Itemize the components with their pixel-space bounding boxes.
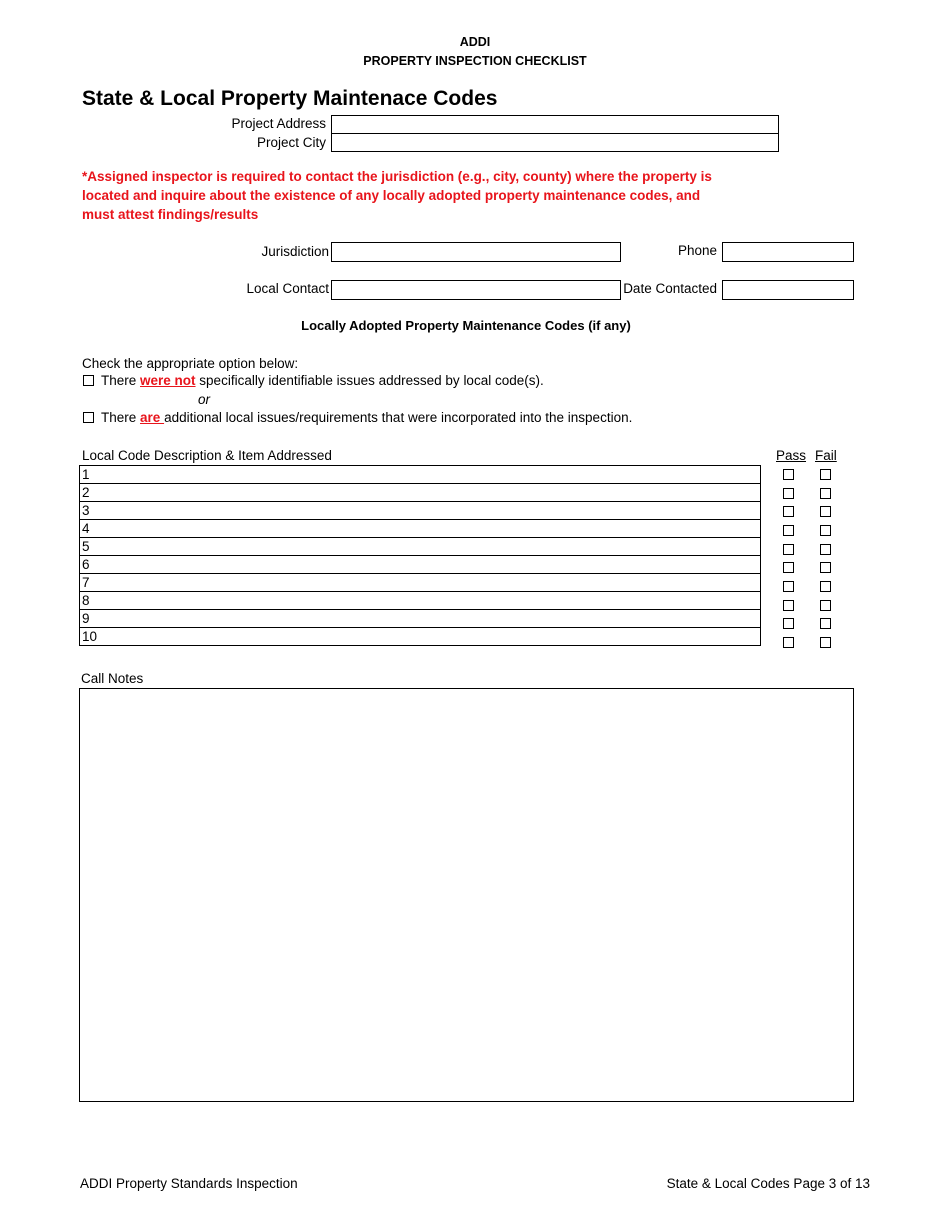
row-number: 5 (80, 538, 761, 556)
project-address-label: Project Address (231, 116, 326, 131)
row-number: 7 (80, 574, 761, 592)
fail-checkbox[interactable] (820, 562, 831, 573)
jurisdiction-label: Jurisdiction (261, 244, 329, 259)
pass-checkbox[interactable] (783, 544, 794, 555)
row-number: 1 (80, 466, 761, 484)
fail-checkbox[interactable] (820, 469, 831, 480)
row-number: 6 (80, 556, 761, 574)
additional-issues-checkbox[interactable] (83, 412, 94, 423)
table-row[interactable] (80, 502, 761, 520)
local-contact-label: Local Contact (246, 281, 329, 296)
pass-checkbox[interactable] (783, 488, 794, 499)
pass-checkbox[interactable] (783, 581, 794, 592)
pass-checkbox[interactable] (783, 562, 794, 573)
pass-checkbox[interactable] (783, 506, 794, 517)
option-additional-suffix: additional local issues/requirements that were incorporated into the inspection. (164, 410, 633, 425)
date-contacted-label: Date Contacted (623, 281, 717, 296)
row-number: 9 (80, 610, 761, 628)
option-no-issues-suffix: specifically identifiable issues addressed by local code(s). (195, 373, 544, 388)
table-row[interactable] (80, 610, 761, 628)
call-notes-textarea[interactable] (79, 688, 854, 1102)
table-row[interactable] (80, 520, 761, 538)
jurisdiction-input[interactable] (331, 242, 621, 262)
option-no-issues-text (101, 373, 544, 388)
fail-checkbox[interactable] (820, 637, 831, 648)
table-row[interactable] (80, 538, 761, 556)
call-notes-label: Call Notes (81, 671, 144, 686)
fail-checkbox[interactable] (820, 600, 831, 611)
or-separator: or (198, 392, 211, 407)
option-additional-issues-text (101, 410, 632, 425)
project-city-label: Project City (256, 135, 326, 150)
no-issues-checkbox[interactable] (83, 375, 94, 386)
phone-input[interactable] (722, 242, 854, 262)
footer-left: ADDI Property Standards Inspection (80, 1176, 298, 1191)
pass-checkbox[interactable] (783, 469, 794, 480)
option-no-issues-emphasis: were not (140, 373, 196, 388)
row-number: 10 (80, 628, 761, 646)
section-title: State & Local Property Maintenace Codes (82, 87, 498, 110)
codes-heading: Locally Adopted Property Maintenance Codes (if any) (301, 318, 631, 333)
fail-checkbox[interactable] (820, 618, 831, 629)
table-row[interactable] (80, 592, 761, 610)
fail-checkbox[interactable] (820, 488, 831, 499)
pass-column-label: Pass (776, 448, 807, 463)
option-additional-emphasis: are (140, 410, 165, 425)
doc-title: PROPERTY INSPECTION CHECKLIST (363, 54, 587, 68)
fail-checkbox[interactable] (820, 525, 831, 536)
row-number: 8 (80, 592, 761, 610)
table-row[interactable] (80, 556, 761, 574)
option-additional-prefix: There (101, 410, 141, 425)
option-no-issues-prefix: There (101, 373, 141, 388)
pass-checkbox[interactable] (783, 637, 794, 648)
items-table-header: Local Code Description & Item Addressed (82, 448, 332, 463)
phone-label: Phone (677, 243, 717, 258)
fail-column-label: Fail (815, 448, 837, 463)
project-city-input[interactable] (331, 133, 779, 152)
org-header: ADDI (459, 35, 491, 49)
date-contacted-input[interactable] (722, 280, 854, 300)
table-row[interactable] (80, 466, 761, 484)
row-number: 4 (80, 520, 761, 538)
fail-checkbox[interactable] (820, 581, 831, 592)
inspector-notice: *Assigned inspector is required to contact the jurisdiction (e.g., city, county) where the property is located and inquire about the existence of any locally adopted property maintenance codes, and must attest findings/results (82, 169, 712, 222)
row-number: 3 (80, 502, 761, 520)
table-row[interactable] (80, 574, 761, 592)
options-instruction: Check the appropriate option below: (82, 356, 299, 371)
project-address-input[interactable] (331, 115, 779, 134)
pass-checkbox[interactable] (783, 600, 794, 611)
row-number: 2 (80, 484, 761, 502)
table-row[interactable] (80, 484, 761, 502)
items-table (79, 465, 761, 646)
local-contact-input[interactable] (331, 280, 621, 300)
fail-checkbox[interactable] (820, 544, 831, 555)
fail-checkbox[interactable] (820, 506, 831, 517)
footer-page-number: State & Local Codes Page 3 of 13 (666, 1176, 870, 1191)
pass-checkbox[interactable] (783, 525, 794, 536)
pass-checkbox[interactable] (783, 618, 794, 629)
table-row[interactable] (80, 628, 761, 646)
